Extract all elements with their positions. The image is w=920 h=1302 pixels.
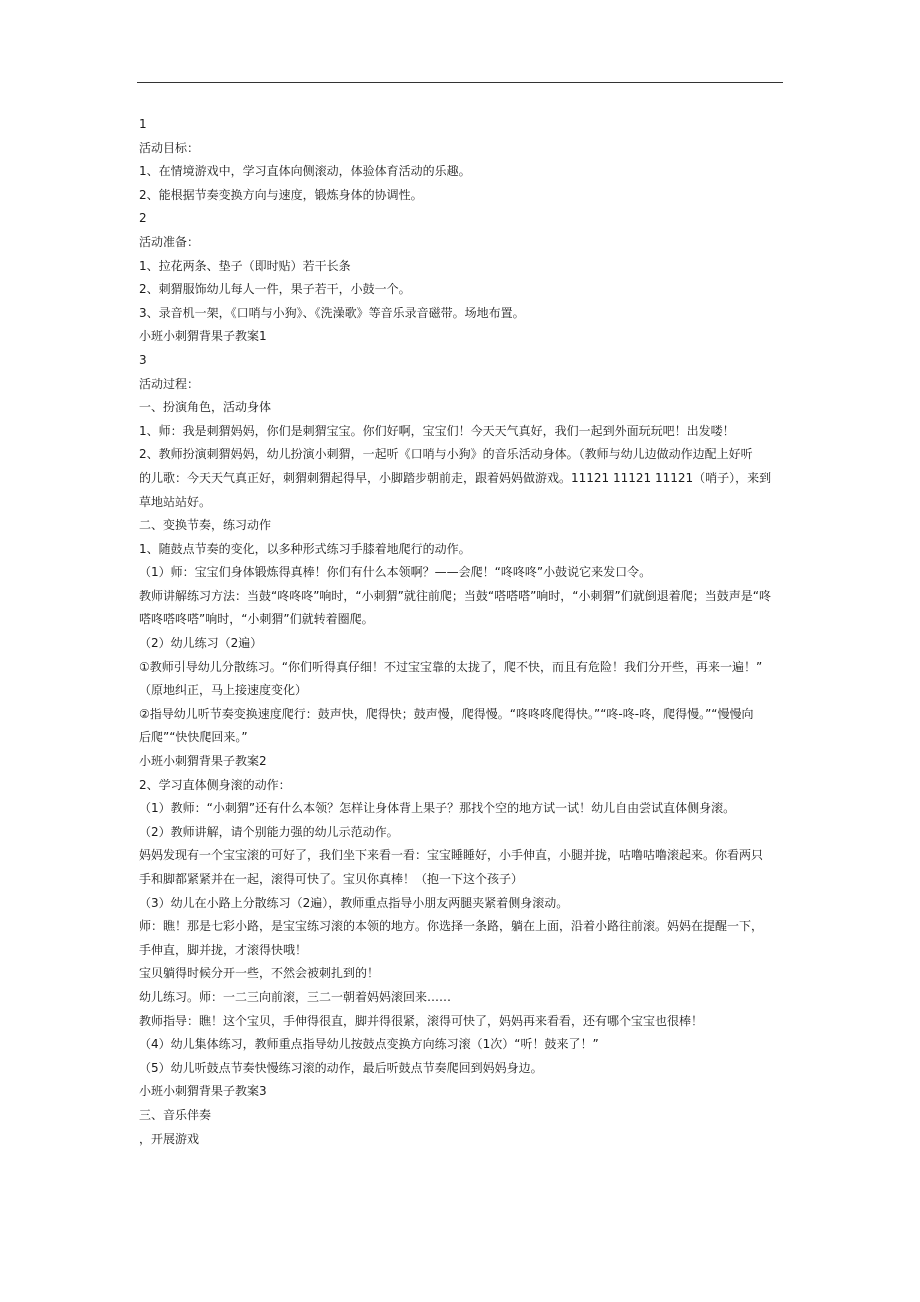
document-body (139, 113, 789, 1151)
paragraph: ，开展游戏 (139, 1131, 200, 1146)
section-heading: 活动目标： (139, 140, 200, 155)
paragraph: 2、教师扮演刺猬妈妈，幼儿扮演小刺猬，一起听《口哨与小狗》的音乐活动身体。（教师与幼儿边做动作边配上好听 (139, 447, 753, 462)
paragraph: （1）教师：“小刺猬”还有什么本领？怎样让身体背上果子？那找个空的地方试一试！幼儿自由尝试直体侧身滚。 (139, 801, 736, 816)
paragraph: （3）幼儿在小路上分散练习（2遍），教师重点指导小朋友两腿夹紧着侧身滚动。 (139, 895, 569, 910)
paragraph: 师：瞧！那是七彩小路，是宝宝练习滚的本领的地方。你选择一条路，躺在上面，沿着小路往前滚。妈妈在提醒一下， (139, 919, 764, 934)
lesson-title: 小班小刺猬背果子教案2 (139, 754, 267, 769)
paragraph: 2、能根据节奏变换方向与速度，锻炼身体的协调性。 (139, 187, 423, 202)
paragraph: （5）幼儿听鼓点节奏快慢练习滚的动作，最后听鼓点节奏爬回到妈妈身边。 (139, 1060, 543, 1075)
paragraph: 幼儿练习。师：一二三向前滚，三二一朝着妈妈滚回来…… (139, 989, 452, 1004)
paragraph: 草地站站好。 (139, 494, 212, 509)
paragraph: （4）幼儿集体练习，教师重点指导幼儿按鼓点变换方向练习滚（1次）“听！鼓来了！” (139, 1037, 599, 1052)
paragraph: 嗒咚嗒咚嗒”响时，“小刺猬”们就转着圈爬。 (139, 612, 374, 627)
paragraph: 教师讲解练习方法：当鼓“咚咚咚”响时，“小刺猬”就往前爬；当鼓“嗒嗒嗒”响时，“小刺猬”们就倒退着爬；当鼓声是“咚 (139, 588, 771, 603)
paragraph: 2、学习直体侧身滚的动作： (139, 777, 291, 792)
paragraph: 1、在情境游戏中，学习直体向侧滚动，体验体育活动的乐趣。 (139, 164, 471, 179)
subsection-heading: 一、扮演角色，活动身体 (139, 400, 272, 415)
paragraph: （2）教师讲解，请个别能力强的幼儿示范动作。 (139, 824, 399, 839)
section-heading: 活动过程： (139, 376, 200, 391)
paragraph: （2）幼儿练习（2遍） (139, 636, 263, 651)
paragraph: （原地纠正，马上接速度变化） (139, 683, 308, 698)
paragraph: 1、师：我是刺猬妈妈，你们是刺猬宝宝。你们好啊，宝宝们！今天天气真好，我们一起到外面玩玩吧！出发喽！ (139, 423, 735, 438)
paragraph: 宝贝躺得时候分开一些，不然会被刺扎到的！ (139, 966, 380, 981)
paragraph: 教师指导：瞧！这个宝贝，手伸得很直，脚并得很紧，滚得可快了，妈妈再来看看，还有哪个宝宝也很棒！ (139, 1013, 704, 1028)
paragraph: 1、拉花两条、垫子（即时贴）若干长条 (139, 258, 351, 273)
header-rule (137, 82, 783, 83)
paragraph: 3、录音机一架，《口哨与小狗》、《洗澡歌》等音乐录音磁带。场地布置。 (139, 305, 525, 320)
paragraph: 的儿歌：今天天气真正好，刺猬刺猬起得早，小脚踏步朝前走，跟着妈妈做游戏。11121 11121 11121（哨子），来到 (139, 470, 772, 485)
section-number: 2 (139, 211, 147, 226)
lesson-title: 小班小刺猬背果子教案1 (139, 329, 267, 344)
paragraph: 1、随鼓点节奏的变化，以多种形式练习手膝着地爬行的动作。 (139, 541, 471, 556)
section-number: 1 (139, 117, 147, 131)
paragraph: 手和脚都紧紧并在一起，滚得可快了。宝贝你真棒！（抱一下这个孩子） (139, 872, 524, 886)
paragraph: 手伸直，脚并拢，才滚得快哦！ (139, 942, 308, 957)
paragraph: 后爬”“快快爬回来。” (139, 730, 248, 745)
subsection-heading: 三、音乐伴奏 (139, 1107, 212, 1122)
paragraph: ②指导幼儿听节奏变换速度爬行：鼓声快，爬得快；鼓声慢，爬得慢。“咚咚咚爬得快。”“咚-咚-咚，爬得慢。”“慢慢向 (139, 706, 754, 721)
paragraph: ①教师引导幼儿分散练习。“你们听得真仔细！不过宝宝靠的太拢了，爬不快，而且有危险！我们分开些，再来一遍！” (139, 659, 763, 674)
paragraph: （1）师：宝宝们身体锻炼得真棒！你们有什么本领啊？——会爬！“咚咚咚”小鼓说它来发口令。 (139, 565, 652, 580)
paragraph: 2、刺猬服饰幼儿每人一件，果子若干，小鼓一个。 (139, 282, 411, 297)
section-heading: 活动准备： (139, 234, 200, 249)
paragraph: 妈妈发现有一个宝宝滚的可好了，我们坐下来看一看：宝宝睡睡好，小手伸直，小腿并拢，咕噜咕噜滚起来。你看两只 (139, 848, 764, 863)
subsection-heading: 二、变换节奏，练习动作 (139, 518, 272, 533)
section-number: 3 (139, 352, 147, 367)
lesson-title: 小班小刺猬背果子教案3 (139, 1084, 267, 1099)
